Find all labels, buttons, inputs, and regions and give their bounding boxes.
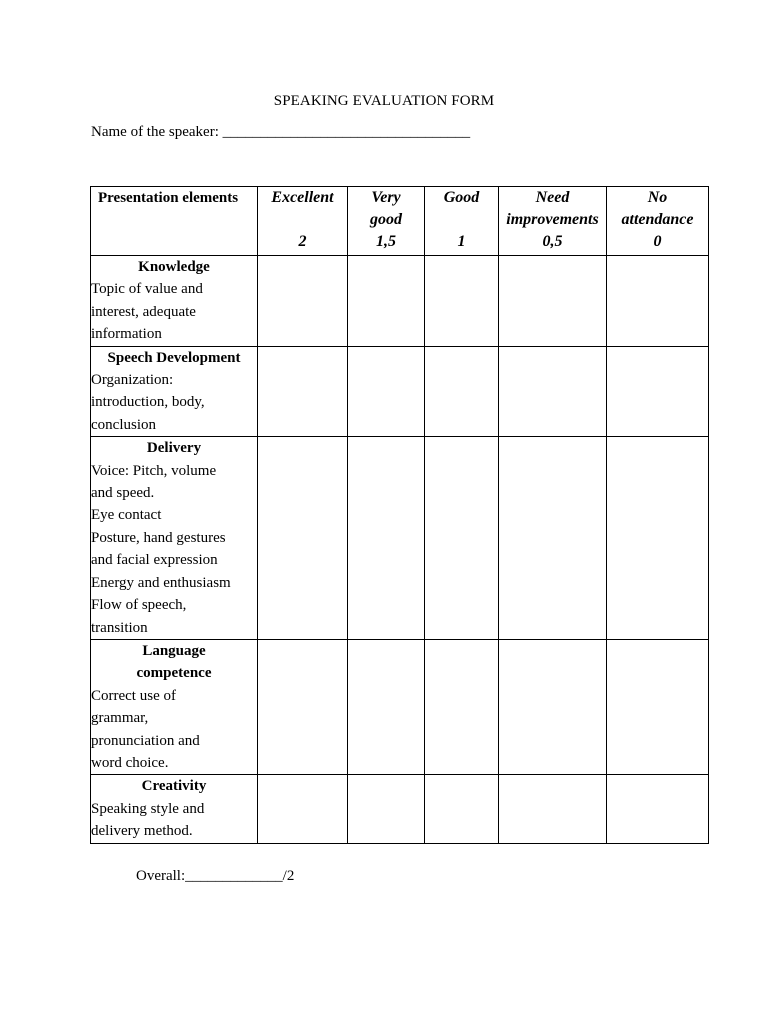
score-cell-excellent[interactable] bbox=[258, 256, 348, 347]
score-cell-need-improvements[interactable] bbox=[499, 639, 607, 774]
score-cell-no-attendance[interactable] bbox=[607, 346, 709, 437]
criterion-description: Correct use of grammar, pronunciation and word choice. bbox=[91, 687, 200, 771]
score-cell-need-improvements[interactable] bbox=[499, 346, 607, 437]
header-label: Need improvements bbox=[506, 189, 599, 228]
evaluation-table bbox=[90, 186, 709, 844]
criterion-cell bbox=[91, 639, 258, 774]
criterion-cell bbox=[91, 775, 258, 843]
criterion-name: Speech Development bbox=[107, 349, 241, 366]
score-cell-need-improvements[interactable] bbox=[499, 437, 607, 640]
table-row bbox=[91, 437, 709, 640]
score-cell-no-attendance[interactable] bbox=[607, 639, 709, 774]
score-cell-good[interactable] bbox=[425, 775, 499, 843]
criterion-cell bbox=[91, 437, 258, 640]
header-score: 0,5 bbox=[542, 233, 563, 250]
criterion-name: Creativity bbox=[141, 778, 207, 795]
criterion-name: Language competence bbox=[136, 642, 212, 682]
header-need-improvements bbox=[499, 187, 607, 256]
score-cell-very-good[interactable] bbox=[348, 775, 425, 843]
criterion-name: Delivery bbox=[146, 440, 202, 457]
overall-score-line: Overall:_____________/2 bbox=[136, 868, 295, 884]
speaker-name-line: Name of the speaker: _________________________________ bbox=[91, 124, 471, 140]
score-cell-excellent[interactable] bbox=[258, 437, 348, 640]
criterion-description: Voice: Pitch, volume and speed. Eye contact Posture, hand gestures and facial expression Energy and enthusiasm Flow of speech, transition bbox=[91, 462, 231, 636]
header-score: 0 bbox=[653, 233, 662, 250]
score-cell-excellent[interactable] bbox=[258, 639, 348, 774]
table-row bbox=[91, 639, 709, 774]
header-label: Very good bbox=[370, 189, 402, 228]
criterion-description: Organization: introduction, body, conclusion bbox=[91, 372, 205, 433]
table-row bbox=[91, 775, 709, 843]
header-label: Good bbox=[443, 189, 480, 206]
header-label: Excellent bbox=[271, 189, 334, 206]
score-cell-need-improvements[interactable] bbox=[499, 256, 607, 347]
table-row bbox=[91, 256, 709, 347]
score-cell-no-attendance[interactable] bbox=[607, 437, 709, 640]
header-score: 2 bbox=[298, 233, 307, 250]
score-cell-very-good[interactable] bbox=[348, 256, 425, 347]
header-excellent bbox=[258, 187, 348, 256]
criterion-name: Knowledge bbox=[138, 259, 210, 275]
score-cell-very-good[interactable] bbox=[348, 437, 425, 640]
score-cell-good[interactable] bbox=[425, 256, 499, 347]
header-score: 1 bbox=[457, 233, 466, 250]
criterion-description: Topic of value and interest, adequate information bbox=[91, 281, 203, 343]
header-good bbox=[425, 187, 499, 256]
criterion-cell bbox=[91, 256, 258, 347]
header-label: No attendance bbox=[621, 189, 694, 228]
header-score: 1,5 bbox=[376, 233, 396, 250]
header-presentation-elements: Presentation elements bbox=[91, 187, 258, 256]
score-cell-good[interactable] bbox=[425, 346, 499, 437]
score-cell-very-good[interactable] bbox=[348, 346, 425, 437]
criterion-cell bbox=[91, 346, 258, 437]
score-cell-no-attendance[interactable] bbox=[607, 775, 709, 843]
score-cell-good[interactable] bbox=[425, 437, 499, 640]
score-cell-excellent[interactable] bbox=[258, 775, 348, 843]
score-cell-very-good[interactable] bbox=[348, 639, 425, 774]
header-row bbox=[91, 187, 709, 256]
score-cell-excellent[interactable] bbox=[258, 346, 348, 437]
header-very-good bbox=[348, 187, 425, 256]
header-no-attendance bbox=[607, 187, 709, 256]
table-row bbox=[91, 346, 709, 437]
score-cell-need-improvements[interactable] bbox=[499, 775, 607, 843]
score-cell-no-attendance[interactable] bbox=[607, 256, 709, 347]
criterion-description: Speaking style and delivery method. bbox=[91, 800, 205, 840]
form-title: SPEAKING EVALUATION FORM bbox=[273, 93, 495, 109]
score-cell-good[interactable] bbox=[425, 639, 499, 774]
